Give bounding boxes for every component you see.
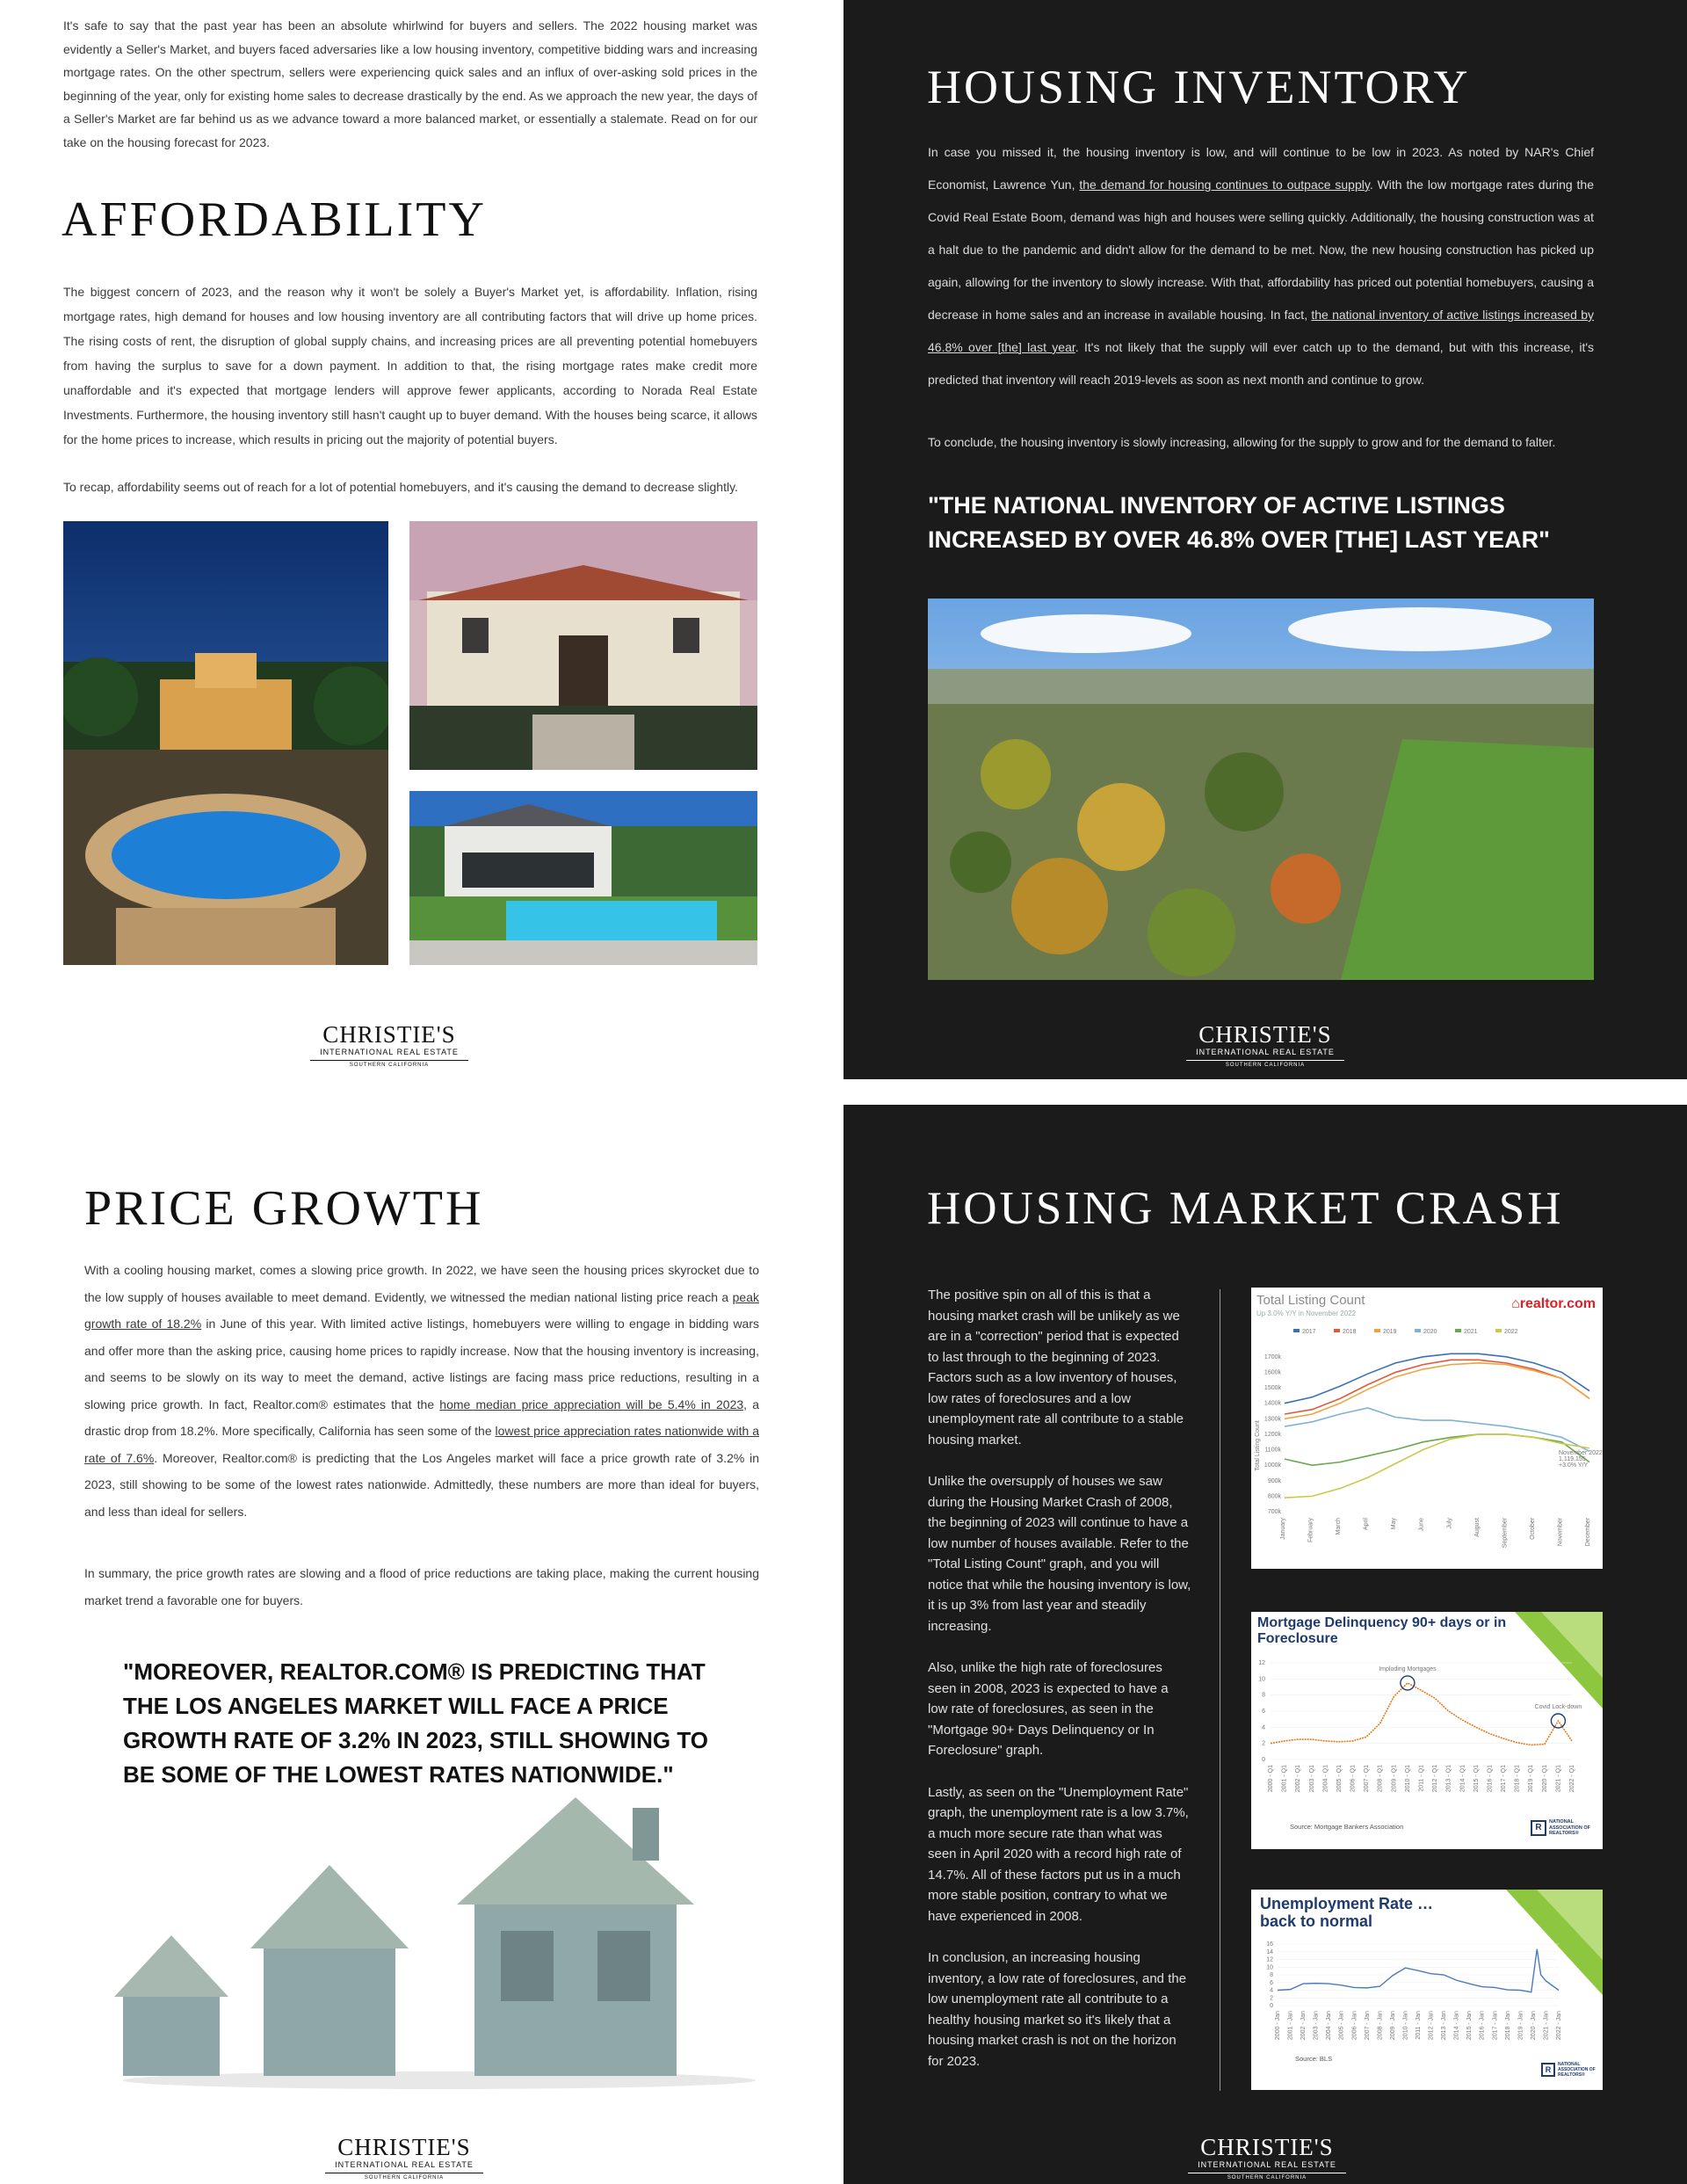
x-tick-label: 2020 - Jan (1530, 2011, 1537, 2041)
nar-logo-icon: R NATIONAL ASSOCIATION OF REALTORS® (1541, 2062, 1596, 2078)
x-tick-label: May (1391, 1518, 1398, 1530)
chart2-plot (1251, 1612, 1603, 1849)
page-housing-inventory (844, 0, 1687, 1079)
chart-unemployment-rate (1251, 1890, 1603, 2090)
annotation-text: November 2022 (1559, 1450, 1603, 1456)
y-tick-label: 2 (1262, 1740, 1265, 1747)
x-tick-label: June (1418, 1518, 1425, 1532)
x-tick-label: 2017 - Q1 (1501, 1765, 1508, 1793)
delinquency-line (1271, 1683, 1572, 1745)
y-tick-label: 700k (1267, 1509, 1281, 1515)
legend-label: 2019 (1383, 1329, 1397, 1335)
y-tick-label: 6 (1262, 1709, 1265, 1715)
y-tick-label: 16 (1266, 1941, 1273, 1948)
inventory-quote: "THE NATIONAL INVENTORY OF ACTIVE LISTINGS INCREASED BY OVER 46.8% OVER [THE] LAST YEAR" (928, 492, 1550, 553)
unemployment-line (1278, 1949, 1559, 1992)
illustration-money-houses (105, 1790, 764, 2089)
x-tick-label: 2001 - Q1 (1281, 1765, 1288, 1793)
annotation-text: Imploding Mortgages (1379, 1665, 1437, 1672)
photo-mediterranean-house (409, 521, 757, 770)
x-tick-label: March (1336, 1518, 1343, 1535)
y-tick-label: 10 (1266, 1964, 1273, 1971)
x-tick-label: 2022 - Q1 (1569, 1765, 1575, 1793)
y-tick-label: 1300k (1263, 1416, 1281, 1423)
page-housing-market-crash (844, 1105, 1687, 2184)
price-growth-quote: "MOREOVER, REALTOR.COM® IS PREDICTING THAT THE LOS ANGELES MARKET WILL FACE A PRICE GROWTH RATE OF 3.2% IN 2023, STILL SHOWING TO BE SOME OF THE LOWEST RATES NATIONWIDE." (123, 1658, 708, 1788)
legend-label: 2021 (1464, 1329, 1478, 1335)
x-tick-label: 2010 - Jan (1402, 2011, 1409, 2041)
y-tick-label: 900k (1267, 1477, 1281, 1484)
y-tick-label: 1500k (1263, 1385, 1281, 1392)
annotation-text: Covid Lock-down (1534, 1704, 1582, 1710)
intro-paragraph: It's safe to say that the past year has been an absolute whirlwind for buyers and sellers. The 2022 housing market was evidently a Seller's Market, and buyers faced adversaries like a low housing inventory, competitive bidding wars and increasing mortgage rates. On the other spectrum, sellers were experiencing quick sales and an influx of over-asking sold prices in the beginning of the year, only for existing home sales to decrease drastically by the end. As we approach the new year, the days of a Seller's Market are far behind us as we advance toward a more balanced market, or essentially a stalemate. Read on for our take on the housing forecast for 2023. (63, 18, 757, 149)
nar-r-icon: R (1541, 2063, 1555, 2077)
y-tick-label: 2 (1270, 1995, 1273, 2002)
x-tick-label: 2000 - Jan (1275, 2011, 1281, 2041)
legend-label: 2017 (1302, 1329, 1316, 1335)
x-tick-label: 2013 - Jan (1441, 2011, 1448, 2041)
crash-text-column (928, 1285, 1191, 2072)
y-tick-label: 0 (1262, 1757, 1265, 1763)
crash-para-5: In conclusion, an increasing housing inventory, a low rate of foreclosures, and the low unemployment rate all contribute to a healthy housing market so it's likely that a housing market crash is not on the horizon for 2023. (928, 1950, 1187, 2069)
x-tick-label: 2003 - Jan (1313, 2011, 1320, 2041)
heading-price-growth: PRICE GROWTH (84, 1181, 484, 1236)
photo-mansion-pool-night (63, 521, 388, 965)
link-peak-growth-rate[interactable]: peak growth rate of 18.2% (84, 1289, 759, 1331)
x-tick-label: 2012 - Q1 (1432, 1765, 1439, 1793)
nar-logo-icon: R NATIONAL ASSOCIATION OF REALTORS® (1531, 1819, 1590, 1837)
x-tick-label: 2000 - Q1 (1268, 1765, 1274, 1793)
x-tick-label: 2013 - Q1 (1445, 1765, 1452, 1793)
legend-label: 2018 (1343, 1329, 1357, 1335)
x-tick-label: 2012 - Jan (1428, 2011, 1435, 2041)
x-tick-label: 2014 - Q1 (1459, 1765, 1466, 1793)
y-tick-label: 8 (1270, 1972, 1273, 1978)
y-tick-label: 1100k (1264, 1447, 1281, 1454)
x-tick-label: 2018 - Q1 (1514, 1765, 1521, 1793)
legend-swatch (1293, 1329, 1300, 1332)
x-tick-label: 2014 - Jan (1453, 2011, 1460, 2041)
x-tick-label: February (1307, 1518, 1314, 1543)
x-tick-label: 2016 - Jan (1479, 2011, 1486, 2041)
x-tick-label: 2005 - Jan (1338, 2011, 1345, 2041)
x-tick-label: 2005 - Q1 (1336, 1765, 1343, 1793)
x-tick-label: 2010 - Q1 (1404, 1765, 1411, 1793)
chart-mortgage-delinquency (1251, 1612, 1603, 1849)
heading-housing-inventory: HOUSING INVENTORY (927, 61, 1471, 113)
chart1-plot (1251, 1288, 1603, 1569)
y-axis-label: Total Listing Count (1255, 1420, 1261, 1471)
y-tick-label: 8 (1262, 1692, 1265, 1699)
price-growth-paragraph: With a cooling housing market, comes a slowing price growth. In 2022, we have seen the housing prices skyrocket due to the low supply of houses available to meet demand. Evidently, we witnessed the median national listing price reach a peak growth rate of 18.2% in June of this year. With limited active listings, homebuyers were willing to engage in bidding wars and offer more than the asking price, causing home prices to rapidly increase. Now that the housing inventory is increasing, and seems to be slowly on its way to meet the demand, active listings are facing mass price reductions, resulting in a slowing price growth. In fact, Realtor.com® estimates that the home median price appreciation will be 5.4% in 2023, a drastic drop from 18.2%. More specifically, California has seen some of the lowest price appreciation rates nationwide with a rate of 7.6%. Moreover, Realtor.com® is predicting that the Los Angeles market will face a price growth rate of 3.2% in 2023, still showing to be some of the lowest rates nationwide. Admittedly, these numbers are more than ideal for buyers, and less than ideal for sellers. (84, 1263, 759, 1519)
photo-aerial-suburb (928, 599, 1594, 980)
x-tick-label: January (1280, 1518, 1286, 1540)
chart-total-listing-count (1251, 1288, 1603, 1569)
chart2-title: Mortgage Delinquency 90+ days or in Foreclosure (1257, 1615, 1507, 1646)
affordability-recap: To recap, affordability seems out of reach for a lot of potential homebuyers, and it's causing the demand to decrease slightly. (63, 480, 738, 494)
highlight-circle (1401, 1676, 1415, 1690)
heading-housing-market-crash: HOUSING MARKET CRASH (927, 1183, 1564, 1234)
page-affordability (0, 0, 844, 1079)
x-tick-label: 2011 - Jan (1415, 2011, 1422, 2040)
chart2-source: Source: Mortgage Bankers Association (1290, 1823, 1404, 1831)
series-line-2019 (1285, 1363, 1589, 1419)
x-tick-label: 2017 - Jan (1492, 2011, 1499, 2041)
series-line-2017 (1285, 1353, 1589, 1403)
realtor-brand: ⌂realtor.com (1511, 1296, 1596, 1311)
x-tick-label: 2011 - Q1 (1418, 1765, 1425, 1792)
x-tick-label: 2021 - Q1 (1555, 1765, 1562, 1793)
inventory-conclusion: To conclude, the housing inventory is slowly increasing, allowing for the supply to grow and for the demand to falter. (928, 435, 1556, 449)
y-tick-label: 800k (1267, 1493, 1281, 1500)
legend-swatch (1374, 1329, 1380, 1332)
nar-r-icon: R (1531, 1820, 1546, 1836)
annotation-text: +3.0% Y/Y (1559, 1462, 1589, 1469)
chart1-title: Total Listing Count (1256, 1293, 1365, 1308)
y-tick-label: 14 (1266, 1948, 1273, 1955)
link-demand-outpace-supply[interactable]: the demand for housing continues to outpace supply (1079, 178, 1370, 192)
link-national-inventory[interactable]: the national inventory of active listings increased by 46.8% over [the] last year (928, 308, 1595, 354)
x-tick-label: 2022 - Jan (1556, 2011, 1562, 2041)
realtor-home-icon: ⌂ (1511, 1296, 1520, 1311)
heading-affordability: AFFORDABILITY (62, 192, 487, 247)
crash-para-2: Unlike the oversupply of houses we saw during the Housing Market Crash of 2008, the beginning of 2023 will continue to have a low number of houses available. Refer to the "Total Listing Count" graph, and you will notice that while the housing inventory is low, it is up 3% from last year and steadily increasing. (928, 1474, 1191, 1634)
x-tick-label: April (1363, 1518, 1370, 1531)
legend-swatch (1415, 1329, 1421, 1332)
legend-swatch (1455, 1329, 1461, 1332)
y-tick-label: 1200k (1263, 1431, 1281, 1438)
x-tick-label: November (1557, 1518, 1564, 1547)
x-tick-label: 2009 - Q1 (1391, 1765, 1398, 1793)
x-tick-label: 2007 - Q1 (1364, 1765, 1371, 1793)
crash-para-1: The positive spin on all of this is that a housing market crash will be unlikely as we are in a "correction" period that is expected to last through to the beginning of 2023. Factors such as a low inventory of houses, low rates of foreclosures and a low unemployment rate all contribute to a stable housing market. (928, 1288, 1184, 1448)
y-tick-label: 1000k (1263, 1462, 1281, 1469)
x-tick-label: 2019 - Jan (1517, 2011, 1524, 2041)
chart3-title: Unemployment Rate … back to normal (1260, 1895, 1434, 1930)
x-tick-label: September (1502, 1518, 1509, 1549)
x-tick-label: July (1446, 1518, 1453, 1529)
x-tick-label: December (1585, 1518, 1591, 1547)
y-tick-label: 12 (1258, 1660, 1265, 1666)
y-tick-label: 6 (1270, 1979, 1273, 1986)
x-tick-label: 2015 - Jan (1466, 2011, 1473, 2041)
link-lowest-price-appreciation[interactable]: lowest price appreciation rates nationwide with a rate of 7.6% (84, 1424, 759, 1465)
x-tick-label: 2016 - Q1 (1487, 1765, 1494, 1793)
x-tick-label: 2021 - Jan (1543, 2011, 1550, 2041)
legend-swatch (1334, 1329, 1340, 1332)
x-tick-label: 2019 - Q1 (1528, 1765, 1535, 1793)
x-tick-label: 2008 - Jan (1377, 2011, 1384, 2041)
chart1-subtitle: Up 3.0% Y/Y in November 2022 (1256, 1310, 1357, 1317)
y-tick-label: 12 (1266, 1956, 1273, 1963)
christies-logo: CHRISTIE'S INTERNATIONAL REAL ESTATE SOUTHERN CALIFORNIA (1169, 1022, 1362, 1070)
legend-label: 2022 (1504, 1329, 1518, 1335)
y-tick-label: 0 (1270, 2003, 1273, 2009)
crash-para-3: Also, unlike the high rate of foreclosures seen in 2008, 2023 is expected to have a low rate of foreclosures, as seen in the "Mortgage 90+ Days Delinquency or In Foreclosure" graph. (928, 1660, 1169, 1758)
x-tick-label: 2006 - Jan (1351, 2011, 1358, 2041)
y-tick-label: 4 (1270, 1987, 1273, 1994)
x-tick-label: 2008 - Q1 (1377, 1765, 1384, 1793)
link-home-median-price[interactable]: home median price appreciation will be 5.4% in 2023 (439, 1397, 744, 1411)
x-tick-label: 2020 - Q1 (1541, 1765, 1548, 1793)
affordability-paragraph: The biggest concern of 2023, and the reason why it won't be solely a Buyer's Market yet, is affordability. Inflation, rising mortgage rates, high demand for houses and low housing inventory are all contributing factors that will drive up home prices. The rising costs of rent, the disruption of global supply chains, and increasing prices are all preventing potential homebuyers from having the surplus to save for a down payment. In addition to that, the rising mortgage rates make credit more unaffordable and it's expected that mortgage lenders will approve fewer applicants, according to Norada Real Estate Investments. Furthermore, the housing inventory still hasn't caught up to buyer demand. With the houses being scarce, it allows for the home prices to increase, which results in pricing out the majority of potential buyers. (63, 285, 757, 446)
legend-swatch (1495, 1329, 1502, 1332)
crash-para-4: Lastly, as seen on the "Unemployment Rate" graph, the unemployment rate is a low 3.7%, a much more secure rate than what was seen in April 2020 with a record high rate of 14.7%. All of these factors put us in a much more stable position, contrary to what we have experienced in 2008. (928, 1784, 1189, 1924)
x-tick-label: 2018 - Jan (1504, 2011, 1511, 2041)
x-tick-label: August (1473, 1518, 1481, 1537)
y-tick-label: 4 (1262, 1724, 1265, 1731)
y-tick-label: 1600k (1263, 1369, 1281, 1376)
x-tick-label: October (1529, 1518, 1536, 1540)
price-growth-summary: In summary, the price growth rates are slowing and a flood of price reductions are taking place, making the current housing market trend a favorable one for buyers. (84, 1566, 759, 1607)
x-tick-label: 2004 - Jan (1326, 2011, 1333, 2041)
christies-logo: CHRISTIE'S INTERNATIONAL REAL ESTATE SOUTHERN CALIFORNIA (308, 2135, 501, 2182)
x-tick-label: 2004 - Q1 (1322, 1765, 1329, 1793)
x-tick-label: 2002 - Q1 (1295, 1765, 1302, 1793)
x-tick-label: 2001 - Jan (1287, 2011, 1294, 2041)
legend-label: 2020 (1423, 1329, 1437, 1335)
chart3-source: Source: BLS (1295, 2055, 1333, 2063)
page-price-growth (0, 1105, 844, 2184)
y-tick-label: 1700k (1263, 1353, 1281, 1360)
x-tick-label: 2015 - Q1 (1473, 1765, 1480, 1793)
annotation-text: 1,119,155 (1559, 1456, 1586, 1462)
x-tick-label: 2003 - Q1 (1308, 1765, 1315, 1793)
christies-logo: CHRISTIE'S INTERNATIONAL REAL ESTATE SOUTHERN CALIFORNIA (1170, 2135, 1364, 2182)
photo-modern-house-pool (409, 791, 757, 965)
y-tick-label: 10 (1258, 1676, 1265, 1683)
series-line-2022 (1285, 1434, 1589, 1498)
x-tick-label: 2009 - Jan (1389, 2011, 1396, 2041)
christies-logo: CHRISTIE'S INTERNATIONAL REAL ESTATE SOUTHERN CALIFORNIA (293, 1022, 486, 1070)
x-tick-label: 2007 - Jan (1364, 2011, 1371, 2041)
inventory-paragraph: In case you missed it, the housing inventory is low, and will continue to be low in 2023. As noted by NAR's Chief Economist, Lawrence Yun, the demand for housing continues to outpace supply. With the low mortgage rates during the Covid Real Estate Boom, demand was high and houses were selling quickly. Additionally, the housing construction was at a halt due to the pandemic and didn't allow for the demand to be met. Now, the new housing construction has picked up again, allowing for the inventory to slowly increase. With that, affordability has priced out potential homebuyers, causing a decrease in home sales and an increase in available housing. In fact, the national inventory of active listings increased by 46.8% over [the] last year. It's not likely that the supply will ever catch up to the demand, but with this increase, it's predicted that inventory will reach 2019-levels as soon as next month and continue to grow. (928, 145, 1595, 387)
x-tick-label: 2006 - Q1 (1350, 1765, 1357, 1793)
y-tick-label: 1400k (1263, 1400, 1281, 1407)
x-tick-label: 2002 - Jan (1300, 2011, 1307, 2041)
series-line-2018 (1285, 1360, 1589, 1414)
